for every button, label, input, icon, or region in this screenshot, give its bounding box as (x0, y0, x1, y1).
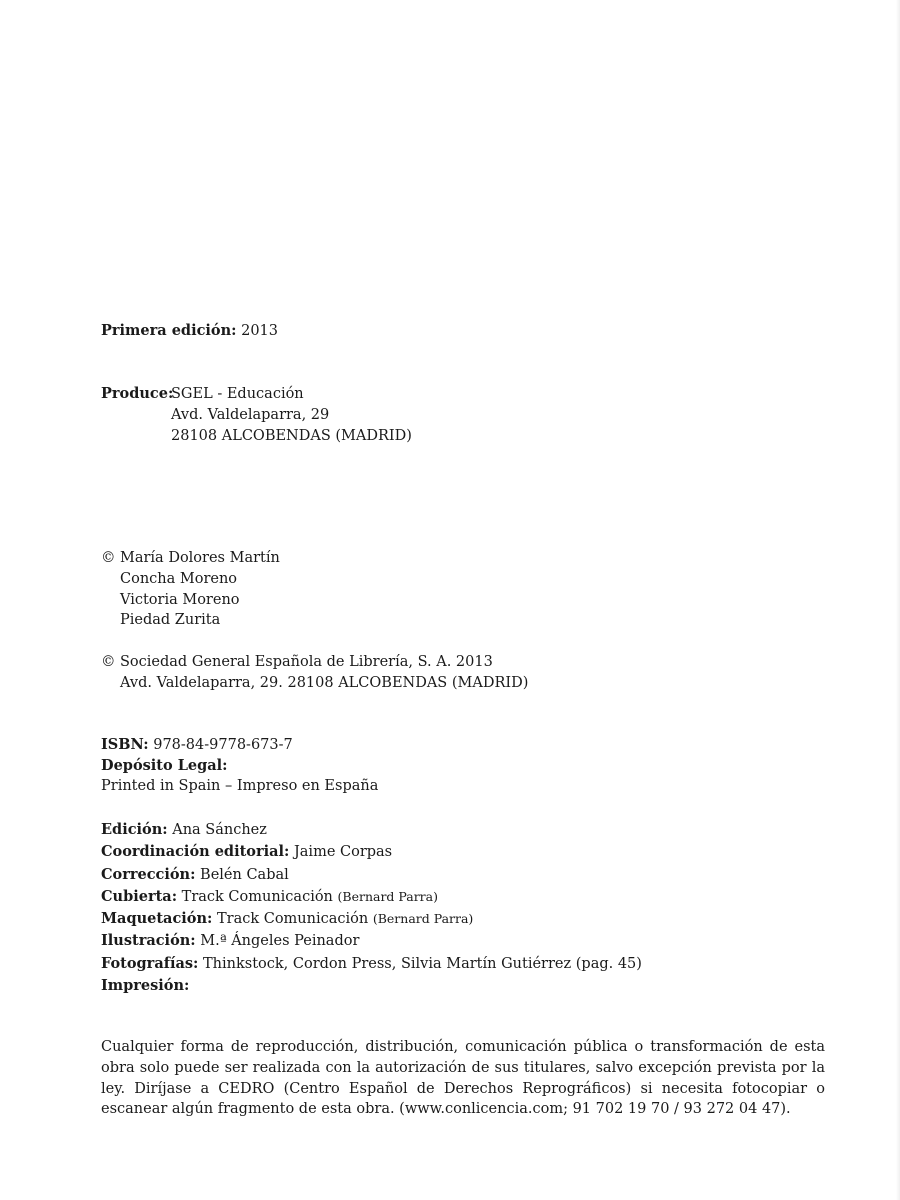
produce-line-1 (101, 384, 412, 405)
produce-company: SGEL - Educación (171, 386, 304, 402)
credit-row (101, 864, 642, 886)
credit-row (101, 975, 642, 997)
credit-row (101, 841, 642, 863)
legal-block (101, 735, 378, 797)
credit-note: (Bernard Parra) (372, 911, 474, 927)
credit-label: Corrección: (101, 865, 196, 883)
credit-label: Maquetación: (101, 910, 213, 928)
credit-label: Cubierta: (101, 887, 178, 905)
isbn-label: ISBN: (101, 736, 149, 753)
credit-value: Thinkstock, Cordon Press, Silvia Martín Gutiérrez (pag. 45) (198, 955, 642, 972)
publisher-address: Avd. Valdelaparra, 29. 28108 ALCOBENDAS (MADRID) (120, 674, 529, 691)
isbn-line (101, 735, 378, 756)
edition-value: 2013 (236, 323, 278, 339)
credit-label: Fotografías: (101, 954, 199, 972)
credit-label: Ilustración: (101, 932, 196, 950)
produce-label: Produce: (101, 385, 174, 402)
credit-row (101, 953, 642, 975)
deposito-line (101, 756, 378, 777)
reproduction-notice: Cualquier forma de reproducción, distribución, comunicación pública o transformación de esta obra solo puede ser realizada con la autorización de sus titulares, salvo excepción prevista por la ley. Diríjase a CEDRO (Centro Español de Derechos Reprográficos) si necesita fotocopiar o escanear algún fragmento de esta obra. (www.conlicencia.com; 91 702 19 70 / 93 272 04 47). (101, 1039, 825, 1118)
author-name: Piedad Zurita (120, 612, 221, 629)
copyright-publisher (101, 652, 528, 694)
credit-label: Edición: (101, 821, 168, 838)
credits-block (101, 819, 642, 997)
deposito-label: Depósito Legal: (101, 756, 228, 774)
page-edge-shadow (896, 0, 900, 1200)
copyright-symbol: © (101, 550, 116, 566)
produce-city: 28108 ALCOBENDAS (MADRID) (171, 427, 412, 444)
credit-row (101, 819, 642, 841)
credit-value: Jaime Corpas (289, 844, 393, 861)
isbn-value: 978-84-9778-673-7 (148, 737, 293, 753)
credit-value: Belén Cabal (195, 866, 289, 883)
credit-note: (Bernard Parra) (337, 888, 438, 904)
credit-value: Track Comunicación (212, 911, 373, 928)
author-name: Concha Moreno (120, 570, 238, 587)
credit-value: Ana Sánchez (167, 822, 267, 838)
credit-label: Impresión: (101, 977, 190, 995)
produce-block (101, 384, 412, 446)
copyright-symbol: © (101, 654, 116, 670)
author-name: María Dolores Martín (120, 550, 280, 566)
edition-line (101, 321, 278, 342)
credit-row (101, 908, 642, 930)
edition-label: Primera edición: (101, 322, 237, 339)
publisher-name: Sociedad General Española de Librería, S. A. 2013 (120, 654, 493, 670)
credit-row (101, 886, 642, 908)
copyright-authors (101, 548, 280, 631)
produce-address: Avd. Valdelaparra, 29 (171, 406, 330, 423)
credit-value: M.ª Ángeles Peinador (195, 933, 360, 950)
credit-row (101, 930, 642, 952)
author-name: Victoria Moreno (120, 591, 240, 608)
credit-value: Track Comunicación (177, 888, 338, 905)
printed-line: Printed in Spain – Impreso en España (101, 778, 379, 795)
credit-label: Coordinación editorial: (101, 843, 290, 861)
